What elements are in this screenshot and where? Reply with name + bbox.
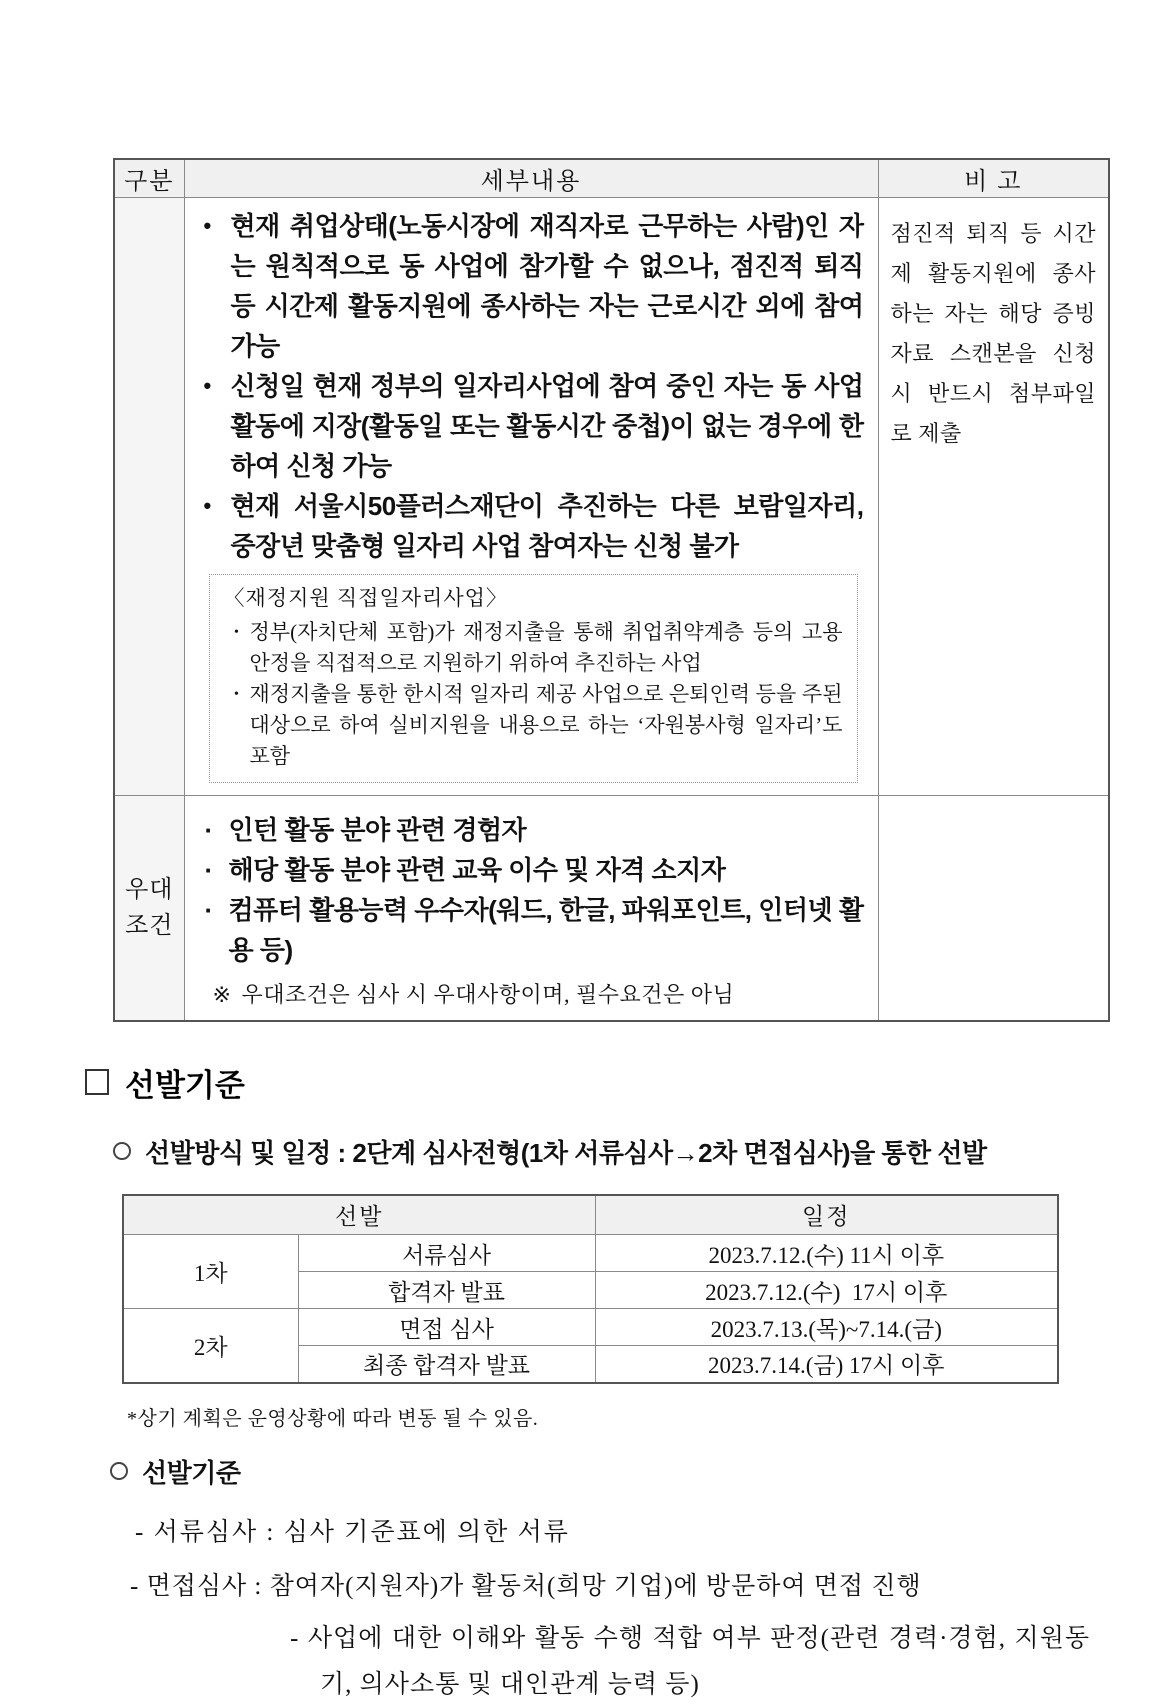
date-cell: 2023.7.12.(수) 11시 이후 bbox=[595, 1235, 1058, 1272]
section-title-text: 선발기준 bbox=[125, 1067, 245, 1103]
schedule-table-footnote: *상기 계획은 운영상황에 따라 변동 될 수 있음. bbox=[127, 1407, 539, 1430]
preferred-text: 해당 활동 분야 관련 교육 이수 및 자격 소지자 bbox=[228, 854, 726, 885]
preferred-text: 인턴 활동 분야 관련 경험자 bbox=[228, 814, 527, 845]
preferred-text: 컴퓨터 활용능력 우수자(워드, 한글, 파워포인트, 인터넷 활용 등) bbox=[228, 894, 864, 965]
schedule-header-row bbox=[123, 1195, 1058, 1235]
square-bullet-icon bbox=[85, 1069, 109, 1095]
bullet-icon: • bbox=[203, 212, 212, 238]
header-details: 세부내용 bbox=[184, 159, 878, 197]
bullet-icon: • bbox=[203, 492, 212, 518]
table-row-preferred bbox=[114, 795, 1109, 1021]
note-box bbox=[209, 574, 858, 783]
detail-text: 현재 취업상태(노동시장에 재직자로 근무하는 사람)인 자는 원칙적으로 동 사업에 참가할 수 없으나, 점진적 퇴직 등 시간제 활동지원에 종사하는 자는 근로시간 외에 참여가능 bbox=[230, 210, 864, 361]
list-item bbox=[201, 810, 864, 850]
category-cell-preferred: 우대 조건 bbox=[114, 795, 184, 1021]
circle-bullet-icon bbox=[113, 1142, 131, 1160]
criteria-title-text: 선발기준 bbox=[142, 1457, 241, 1488]
detail-text: 현재 서울시50플러스재단이 추진하는 다른 보람일자리, 중장년 맞춤형 일자리 사업 참여자는 신청 불가 bbox=[230, 490, 864, 561]
bullet-icon: • bbox=[234, 686, 239, 702]
eligibility-table bbox=[113, 158, 1110, 1022]
note-text: 재정지출을 통한 한시적 일자리 제공 사업으로 은퇴인력 등을 주된 대상으로 하여 실비지원을 내용으로 하는 ‘자원봉사형 일자리’도 포함 bbox=[249, 681, 843, 768]
header-remarks: 비 고 bbox=[878, 159, 1109, 197]
step-cell: 최종 합격자 발표 bbox=[298, 1346, 595, 1383]
preferred-details-cell bbox=[184, 795, 878, 1021]
reference-mark-icon: ※ bbox=[212, 981, 232, 1007]
stage-cell: 1차 bbox=[123, 1235, 298, 1309]
list-item bbox=[201, 850, 864, 890]
note-text: 정부(자치단체 포함)가 재정지출을 통해 취업취약계층 등의 고용 안정을 직접적으로 지원하기 위하여 추진하는 사업 bbox=[249, 619, 843, 675]
remarks-cell-empty bbox=[878, 795, 1109, 1021]
note-box-title: 〈재정지원 직접일자리사업〉 bbox=[223, 585, 508, 610]
step-cell: 서류심사 bbox=[298, 1235, 595, 1272]
header-schedule: 일정 bbox=[595, 1195, 1058, 1235]
criteria-subsection-title bbox=[110, 1453, 1110, 1490]
bullet-icon: • bbox=[234, 624, 239, 640]
criteria-line-interview-detail: - 사업에 대한 이해와 활동 수행 적합 여부 판정(관련 경력·경험, 지원동기, 의사소통 및 대인관계 능력 등) bbox=[290, 1624, 1090, 1698]
schedule-table bbox=[122, 1194, 1059, 1384]
selection-method-line bbox=[113, 1133, 1110, 1170]
step-cell: 합격자 발표 bbox=[298, 1272, 595, 1309]
header-category: 구분 bbox=[114, 159, 184, 197]
header-selection: 선발 bbox=[123, 1195, 595, 1235]
preferred-footnote bbox=[201, 978, 864, 1012]
category-cell-empty bbox=[114, 197, 184, 795]
list-item bbox=[201, 486, 864, 566]
list-item bbox=[201, 366, 864, 486]
details-cell bbox=[184, 197, 878, 795]
date-cell: 2023.7.12.(수) 17시 이후 bbox=[595, 1272, 1058, 1309]
detail-text: 신청일 현재 정부의 일자리사업에 참여 중인 자는 동 사업 활동에 지장(활동일 또는 활동시간 중첩)이 없는 경우에 한하여 신청 가능 bbox=[230, 370, 864, 481]
list-item bbox=[201, 890, 864, 970]
dot-bullet-icon: · bbox=[204, 854, 214, 885]
criteria-line-document: - 서류심사 : 심사 기준표에 의한 서류 bbox=[135, 1518, 570, 1546]
selection-method-text: 선발방식 및 일정 : 2단계 심사전형(1차 서류심사→2차 면접심사)을 통한 선발 bbox=[145, 1137, 987, 1168]
list-item bbox=[224, 679, 843, 772]
stage-cell: 2차 bbox=[123, 1309, 298, 1383]
remarks-cell: 점진적 퇴직 등 시간제 활동지원에 종사하는 자는 해당 증빙자료 스캔본을 신청 시 반드시 첨부파일로 제출 bbox=[878, 197, 1109, 795]
section-title-selection bbox=[85, 1060, 1110, 1105]
bullet-icon: • bbox=[203, 372, 212, 398]
eligibility-header-row bbox=[114, 159, 1109, 197]
preferred-footnote-text: 우대조건은 심사 시 우대사항이며, 필수요건은 아님 bbox=[241, 981, 735, 1007]
table-row-eligibility bbox=[114, 197, 1109, 795]
criteria-line-interview: - 면접심사 : 참여자(지원자)가 활동처(희망 기업)에 방문하여 면접 진행 bbox=[130, 1572, 922, 1600]
list-item bbox=[224, 617, 843, 679]
table-row bbox=[123, 1235, 1058, 1272]
date-cell: 2023.7.13.(목)~7.14.(금) bbox=[595, 1309, 1058, 1346]
step-cell: 면접 심사 bbox=[298, 1309, 595, 1346]
dot-bullet-icon: · bbox=[204, 894, 214, 925]
table-row bbox=[123, 1309, 1058, 1346]
circle-bullet-icon bbox=[110, 1462, 128, 1480]
dot-bullet-icon: · bbox=[204, 814, 214, 845]
list-item bbox=[201, 206, 864, 366]
date-cell: 2023.7.14.(금) 17시 이후 bbox=[595, 1346, 1058, 1383]
